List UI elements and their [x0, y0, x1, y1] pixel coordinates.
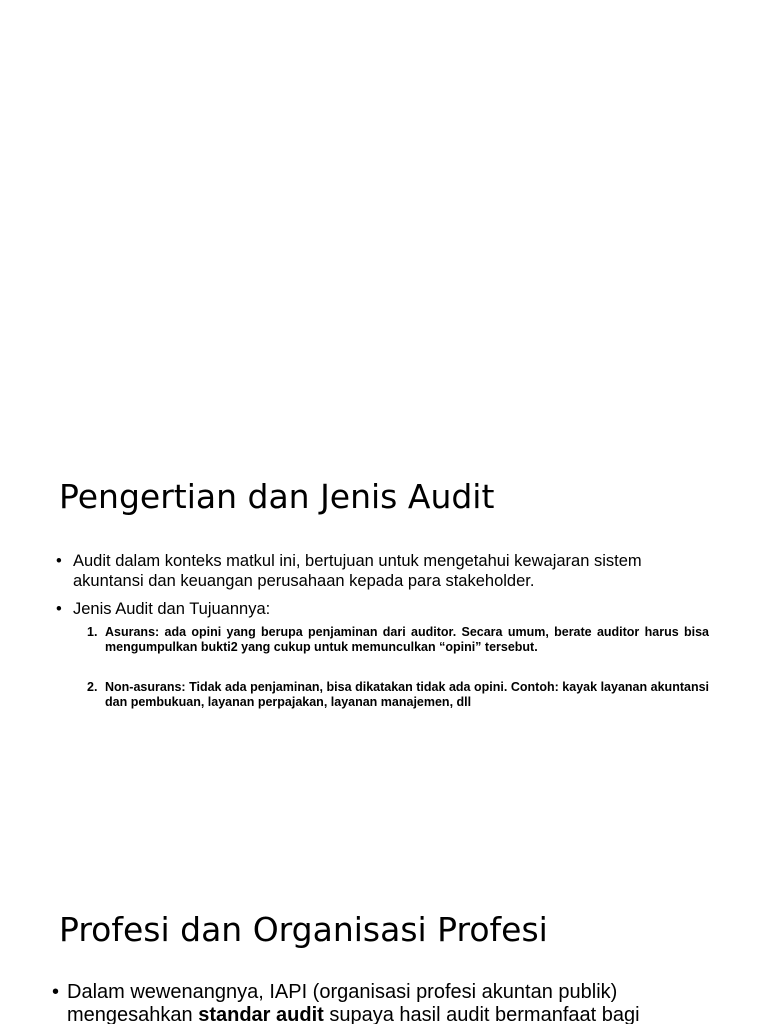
bullet-list	[56, 551, 716, 627]
bullet-text-bold: standar audit	[198, 1004, 324, 1024]
bullet-text-before: Dalam wewenangnya, IAPI (organisasi profesi akuntan publik) mengesahkan	[67, 981, 618, 1024]
numbered-item	[84, 625, 709, 655]
slide-profesi-organisasi	[0, 860, 768, 1024]
numbered-text: Asurans: ada opini yang berupa penjaminan dari auditor. Secara umum, berate auditor harus bisa mengumpulkan bukti2 yang cukup untuk memunculkan “opini” tersebut.	[105, 625, 709, 654]
bullet-icon: •	[56, 600, 62, 618]
numbered-text: Non-asurans: Tidak ada penjaminan, bisa dikatakan tidak ada opini. Contoh: kayak layanan akuntansi dan pembukuan, layanan perpajakan, layanan manajemen, dll	[105, 680, 709, 709]
bullet-text-after: supaya hasil audit bermanfaat bagi	[323, 1004, 640, 1024]
bullet-item	[52, 981, 692, 1024]
bullet-text: Audit dalam konteks matkul ini, bertujuan untuk mengetahui kewajaran sistem akuntansi dan keuangan perusahaan kepada para stakeholder.	[73, 552, 642, 590]
bullet-list	[52, 981, 692, 1024]
numbered-item	[84, 680, 709, 710]
slide-title: Pengertian dan Jenis Audit	[59, 477, 495, 516]
numbered-marker: 1.	[87, 625, 98, 639]
bullet-item	[56, 551, 716, 591]
bullet-icon: •	[52, 981, 60, 1003]
bullet-icon: •	[56, 552, 62, 570]
bullet-item	[56, 599, 716, 619]
numbered-list-item-non-asurans	[84, 680, 709, 710]
numbered-marker: 2.	[87, 680, 98, 694]
slide-title: Profesi dan Organisasi Profesi	[59, 910, 548, 949]
numbered-list-item-asurans	[84, 625, 709, 655]
bullet-text: Jenis Audit dan Tujuannya:	[73, 600, 271, 618]
